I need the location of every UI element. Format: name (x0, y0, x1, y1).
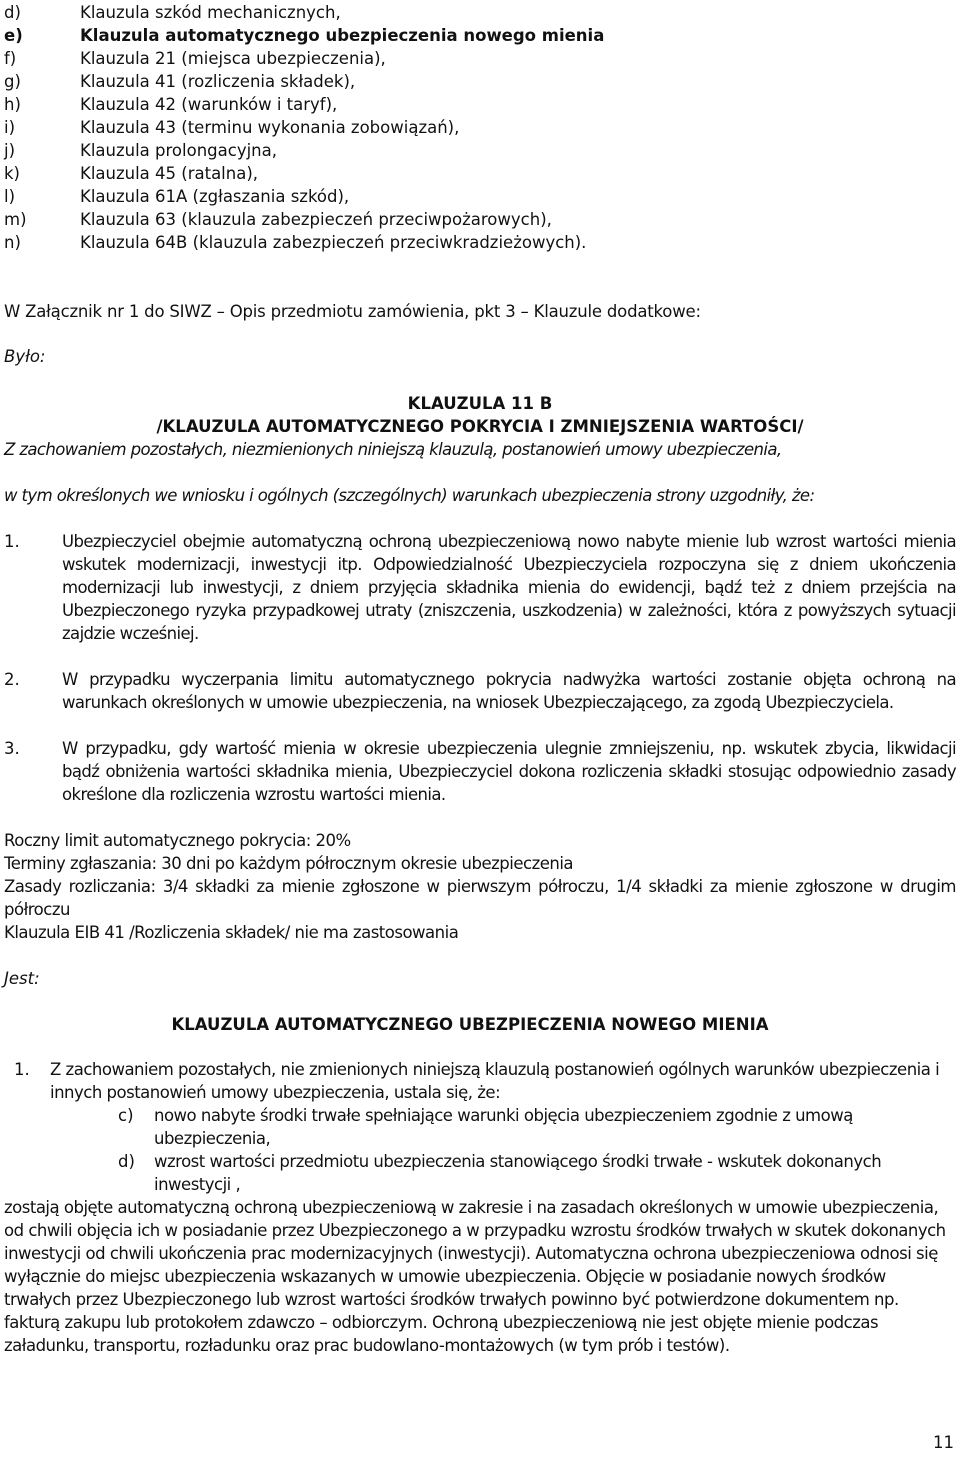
new-clause-subpoint-d: d) wzrost wartości przedmiotu ubezpieczenia stanowiącego środki trwałe - wskutek dokonanych inwestycji , (118, 1152, 882, 1194)
old-clause-point-1: 1. Ubezpieczyciel obejmie automatyczną ochroną ubezpieczeniową nowo nabyte mienie lub wzrost wartości mienia wskutek modernizacji, inwestycji itp. Odpowiedzialność Ubezpieczyciela rozpoczyna się z dniem ukończenia modernizacji lub inwestycji, z dniem przyjęcia składnika mienia do ewidencji, bądź też z dniem przejścia na Ubezpieczonego ryzyka przypadkowej utraty (zniszczenia, uszkodzenia) w zależności, która z powyższych sytuacji zajdzie wcześniej. (4, 532, 956, 643)
new-clause-closing: zostają objęte automatyczną ochroną ubezpieczeniową w zakresie i na zasadach określonych w umowie ubezpieczenia, od chwili objęcia ich w posiadanie przez Ubezpieczonego a w przypadku wzrostu środków trwałych w skutek dokonanych inwestycji od chwili ukończenia prac modernizacyjnych (inwestycji). Automatyczna ochrona ubezpieczeniowa odnosi się wyłącznie do miejsc ubezpieczenia wskazanych w umowie ubezpieczenia. Objęcie w posiadanie nowych środków trwałych przez Ubezpieczonego lub wzrost wartości środków trwałych powinno być potwierdzone dokumentem np. fakturą zakupu lub protokołem zdawczo – odbiorczym. Ochroną ubezpieczeniową nie jest objęte mienie podczas załadunku, transportu, rozładunku oraz prac budowlano-montażowych (w tym prób i testów). (4, 1198, 946, 1355)
old-clause-intro-1: Z zachowaniem pozostałych, niezmienionych niniejszą klauzulą, postanowień umowy ubezpieczenia, (4, 440, 782, 459)
new-clause-subpoint-c: c) nowo nabyte środki trwałe spełniające warunki objęcia ubezpieczeniem zgodnie z umową ubezpieczenia, (118, 1106, 853, 1148)
old-clause-title: KLAUZULA 11 B (407, 394, 553, 413)
document-page: d) Klauzula szkód mechanicznych, e) Klauzula automatycznego ubezpieczenia nowego mienia f) Klauzula 21 (miejsca ubezpieczenia), g) Klauzula 41 (rozliczenia składek), h) Klauzula 42 (warunków i taryf), i) Klauzula 43 (terminu wykonania zobowiązań), j) Klauzula prolongacyjna, k) Klauzula 45 (ratalna), l) Klauzula 61A (zgłaszania szkód), m) Klauzula 63 (klauzula zabezpieczeń przeciwpożarowych), n) Klauzula 64B (klauzula zabezpieczeń przeciwkradzieżowych). W Załącznik nr 1 do SIWZ – Opis przedmiotu zamówienia, pkt 3 – Klauzule dodatkowe: Było: KLAUZULA 11 B /KLAUZULA AUTOMATYCZNEGO POKRYCIA I ZMNIEJSZENIA WARTOŚCI/ Z zachowaniem pozostałych, niezmienionych niniejszą klauzulą, postanowień umowy ubezpieczenia, w tym określonych we wniosku i ogólnych (szczególnych) warunkach ubezpieczenia strony uzgodniły, że: 1. Ubezpieczyciel obejmie automatyczną ochroną ubezpieczeniową nowo nabyte mienie lub wzrost wartości mienia wskutek modernizacji, inwestycji itp. Odpowiedzialność Ubezpieczyciela rozpoczyna się z dniem ukończenia modernizacji lub inwestycji, z dniem przyjęcia składnika mienia do ewidencji, bądź też z dniem przejścia na Ubezpieczonego ryzyka przypadkowej utraty (zniszczenia, uszkodzenia) w zależności, która z powyższych sytuacji zajdzie wcześniej. 2. W przypadku wyczerpania limitu automatycznego pokrycia nadwyżka wartości zostanie objęta ochroną na warunkach określonych w umowie ubezpieczenia, na wniosek Ubezpieczającego, za zgodą Ubezpieczyciela. 3. W przypadku, gdy wartość mienia w okresie ubezpieczenia ulegnie zmniejszeniu, np. wskutek zbycia, likwidacji bądź obniżenia wartości składnika mienia, Ubezpieczyciel dokona rozliczenia składki stosując odpowiednio zasady określone dla rozliczenia wzrostu wartości mienia. Roczny limit automatycznego pokrycia: 20% Terminy zgłaszania: 30 dni po każdym półrocznym okresie ubezpieczenia Zasady rozliczania: 3/4 składki za mienie zgłoszone w pierwszym półroczu, 1/4 składki za mienie zgłoszone w drugim półroczu Klauzula EIB 41 /Rozliczenia składek/ nie ma zastosowania Jest: KLAUZULA AUTOMATYCZNEGO UBEZPIECZENIA NOWEGO MIENIA 1. Z zachowaniem pozostałych, nie zmienionych niniejszą klauzulą postanowień ogólnych warunków ubezpieczenia i innych postanowień umowy ubezpieczenia, ustala się, że: c) nowo nabyte środki trwałe spełniające warunki objęcia ubezpieczeniem zgodnie z umową ubezpieczenia, d) wzrost wartości przedmiotu ubezpieczenia stanowiącego środki trwałe - wskutek dokonanych inwestycji , zostają objęte automatyczną ochroną ubezpieczeniową w zakresie i na zasadach określonych w umowie ubezpieczenia, od chwili objęcia ich w posiadanie przez Ubezpieczonego a w przypadku wzrostu środków trwałych w skutek dokonanych inwestycji od chwili ukończenia prac modernizacyjnych (inwestycji). Automatyczna ochrona ubezpieczeniowa odnosi się wyłącznie do miejsc ubezpieczenia wskazanych w umowie ubezpieczenia. Objęcie w posiadanie nowych środków trwałych przez Ubezpieczonego lub wzrost wartości środków trwałych powinno być potwierdzone dokumentem np. fakturą zakupu lub protokołem zdawczo – odbiorczym. Ochroną ubezpieczeniową nie jest objęte mienie podczas załadunku, transportu, rozładunku oraz prac budowlano-montażowych (w tym prób i testów). 11 (0, 0, 960, 1460)
new-clause-title: KLAUZULA AUTOMATYCZNEGO UBEZPIECZENIA NOWEGO MIENIA (171, 1015, 769, 1034)
page-number: 11 (933, 1433, 954, 1452)
old-clause-terms: Terminy zgłaszania: 30 dni po każdym półrocznym okresie ubezpieczenia (4, 854, 574, 873)
section-header: W Załącznik nr 1 do SIWZ – Opis przedmiotu zamówienia, pkt 3 – Klauzule dodatkowe: (4, 302, 701, 321)
old-clause-point-3: 3. W przypadku, gdy wartość mienia w okresie ubezpieczenia ulegnie zmniejszeniu, np. wskutek zbycia, likwidacji bądź obniżenia wartości składnika mienia, Ubezpieczyciel dokona rozliczenia składki stosując odpowiednio zasady określone dla rozliczenia wzrostu wartości mienia. (4, 739, 956, 804)
old-clause-point-2: 2. W przypadku wyczerpania limitu automatycznego pokrycia nadwyżka wartości zostanie objęta ochroną na warunkach określonych w umowie ubezpieczenia, na wniosek Ubezpieczającego, za zgodą Ubezpieczyciela. (4, 670, 956, 712)
jest-label: Jest: (4, 969, 40, 988)
old-clause-limit: Roczny limit automatycznego pokrycia: 20% (4, 831, 351, 850)
old-clause-subtitle: /KLAUZULA AUTOMATYCZNEGO POKRYCIA I ZMNIEJSZENIA WARTOŚCI/ (156, 417, 804, 436)
bylo-label: Było: (4, 347, 46, 366)
old-clause-eib: Klauzula EIB 41 /Rozliczenia składek/ nie ma zastosowania (4, 923, 459, 942)
old-clause-intro-2: w tym określonych we wniosku i ogólnych (szczególnych) warunkach ubezpieczenia strony uzgodniły, że: (4, 486, 815, 505)
new-clause-point-1: 1. Z zachowaniem pozostałych, nie zmienionych niniejszą klauzulą postanowień ogólnych warunków ubezpieczenia i innych postanowień umowy ubezpieczenia, ustala się, że: (14, 1060, 940, 1102)
old-clause-settlement: Zasady rozliczania: 3/4 składki za mienie zgłoszone w pierwszym półroczu, 1/4 składki za mienie zgłoszone w drugim półroczu (4, 877, 956, 919)
